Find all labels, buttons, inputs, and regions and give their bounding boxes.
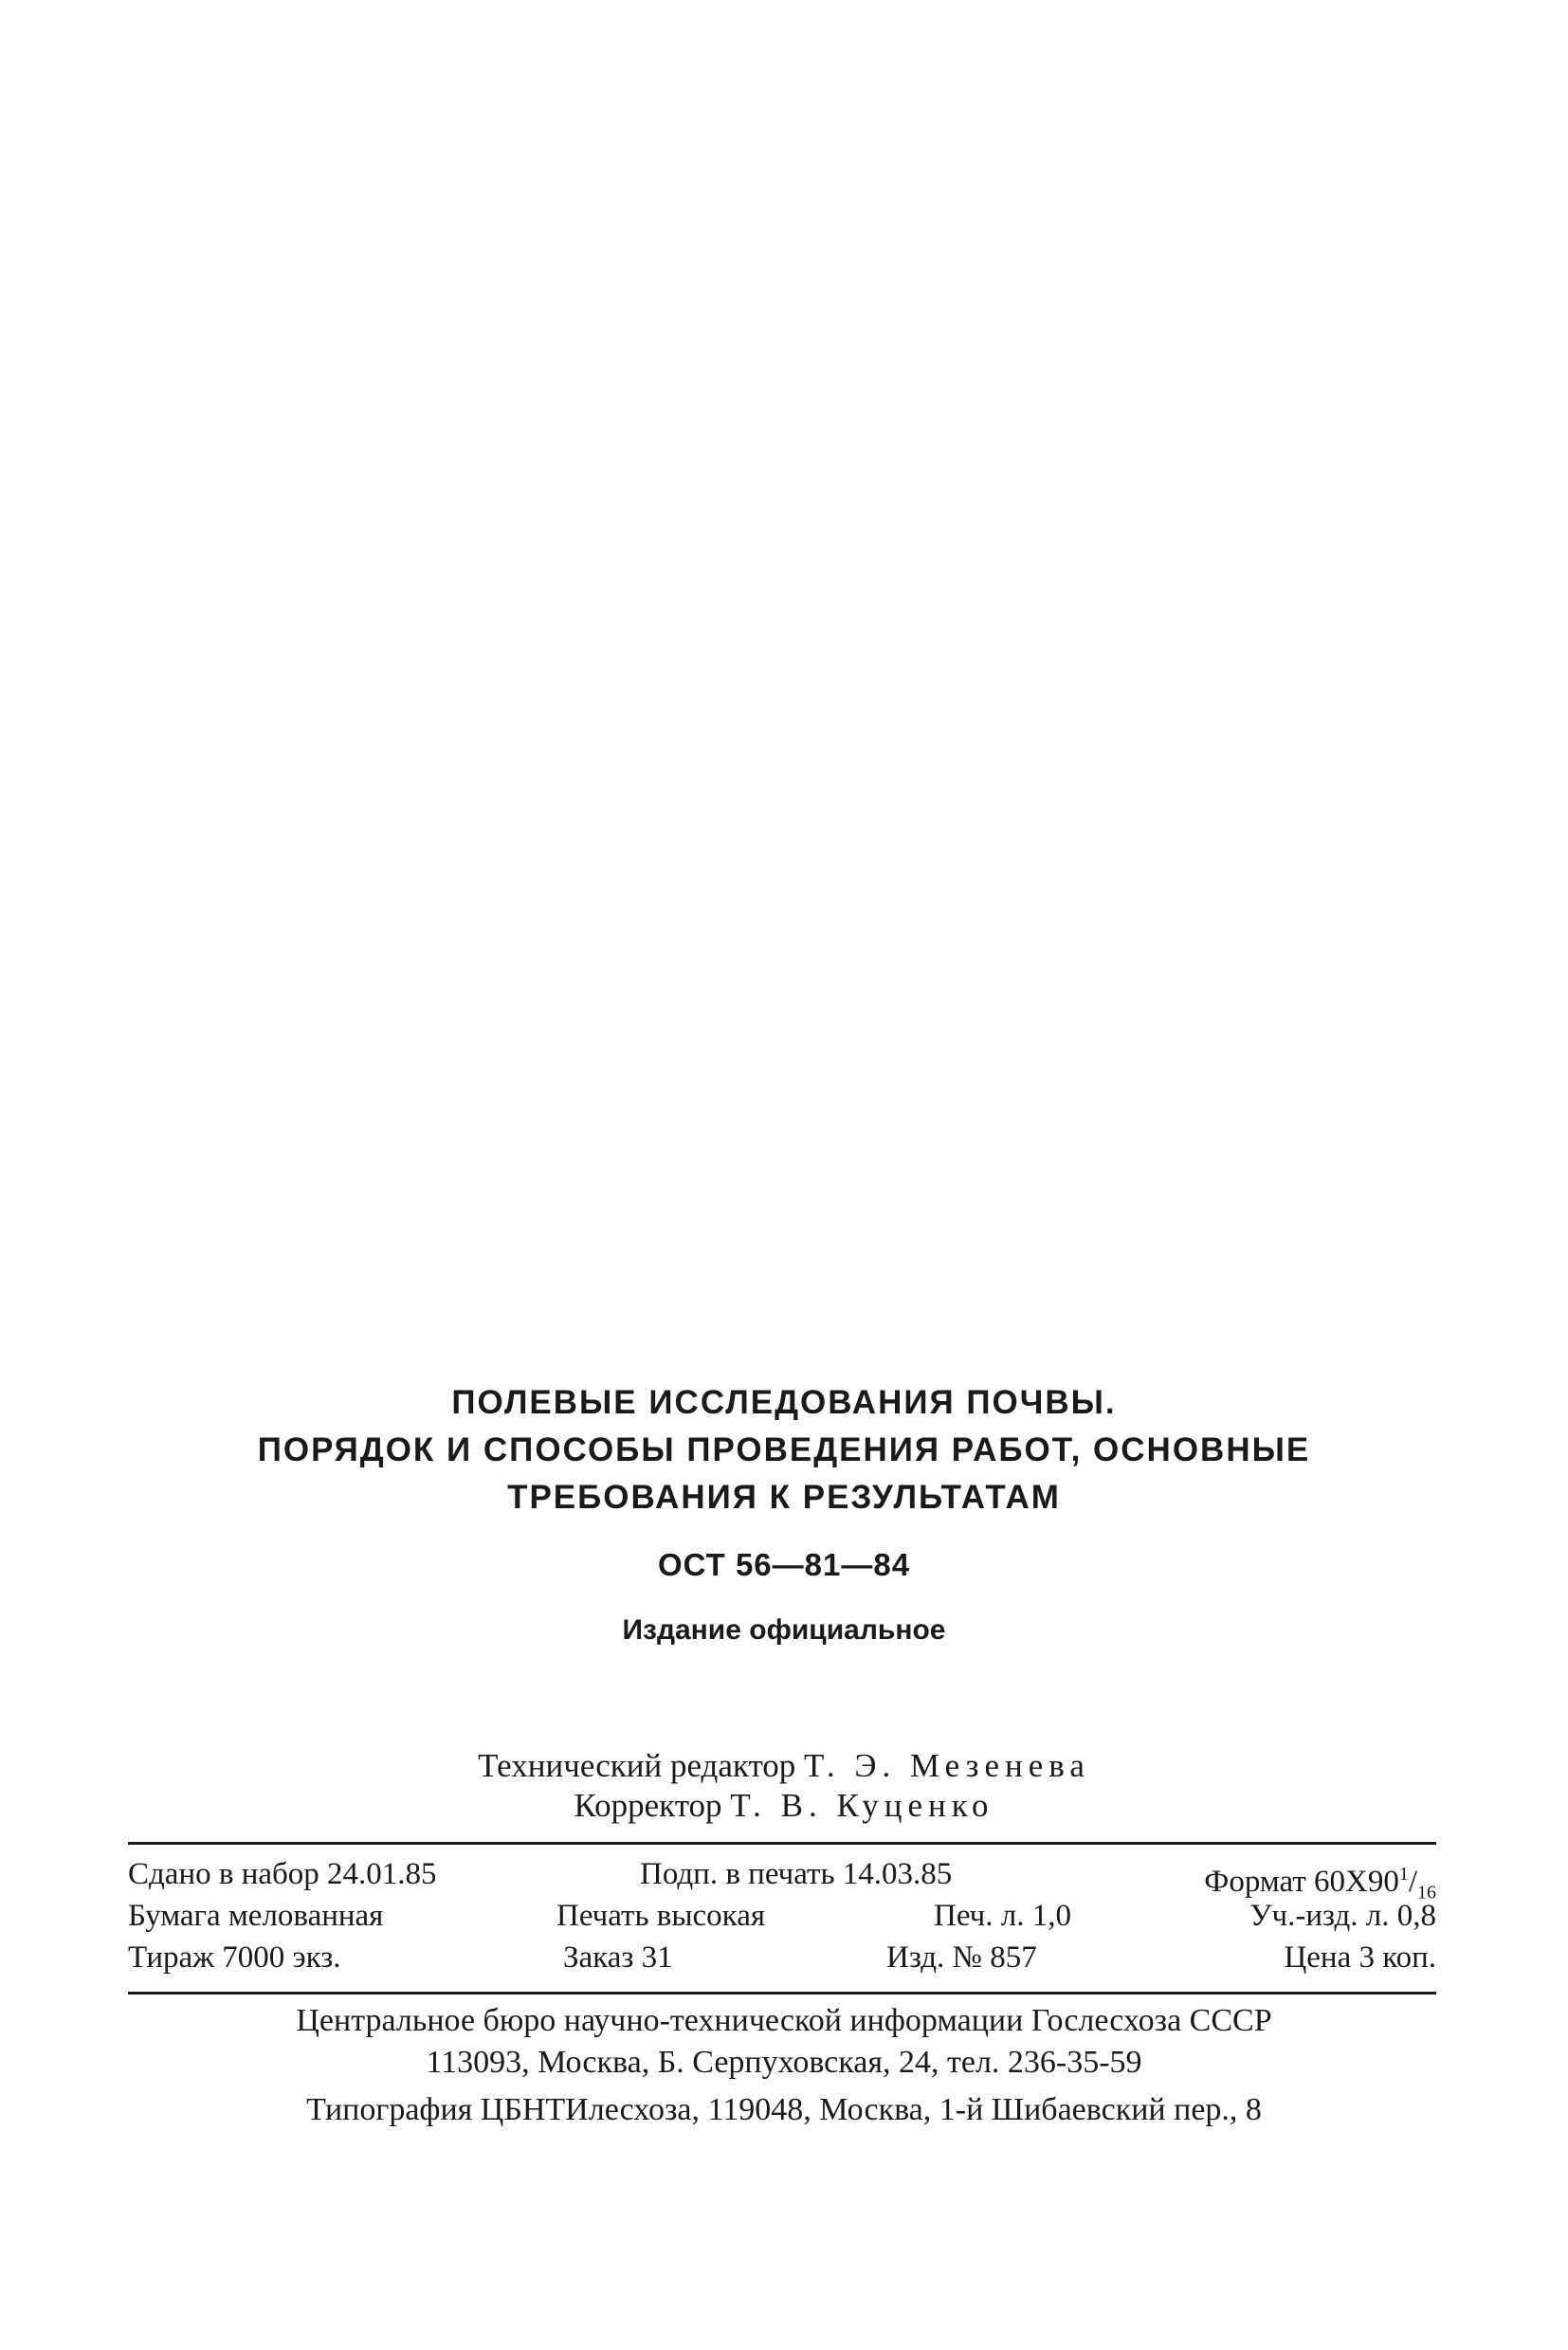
edition-number: Изд. № 857 bbox=[886, 1940, 1037, 1975]
tech-editor-role: Технический редактор bbox=[478, 1747, 796, 1784]
title-line-2: ПОРЯДОК И СПОСОБЫ ПРОВЕДЕНИЯ РАБОТ, ОСНОВНЫЕ bbox=[257, 1431, 1311, 1468]
corrector-line bbox=[0, 1786, 1568, 1826]
print-sheets: Печ. л. 1,0 bbox=[934, 1899, 1071, 1933]
imprint-row bbox=[128, 1895, 1436, 1937]
order-number: Заказ 31 bbox=[563, 1940, 673, 1975]
print-type: Печать высокая bbox=[556, 1899, 766, 1933]
corrector-name: Т. В. Куценко bbox=[730, 1787, 994, 1824]
title-line-3: ТРЕБОВАНИЯ К РЕЗУЛЬТАТАМ bbox=[507, 1479, 1061, 1516]
printing-house: Типография ЦБНТИлесхоза, 119048, Москва, 1-й Шибаевский пер., 8 bbox=[306, 2092, 1262, 2127]
print-run: Тираж 7000 экз. bbox=[128, 1940, 341, 1975]
publisher-name: Центральное бюро научно-технической информации Гослесхоза СССР bbox=[296, 2003, 1272, 2038]
tech-editor-name: Т. Э. Мезенева bbox=[804, 1747, 1090, 1784]
tech-editor-line bbox=[0, 1746, 1568, 1786]
imprint-table bbox=[128, 1853, 1436, 1978]
format: Формат $60X90^1/_{16}$ bbox=[1204, 1864, 1436, 1904]
bottom-divider bbox=[128, 1992, 1436, 1995]
paper-type: Бумага мелованная bbox=[128, 1899, 384, 1933]
standard-code: ОСТ 56—81—84 bbox=[657, 1547, 911, 1582]
top-divider bbox=[128, 1842, 1436, 1845]
signed-date: Подп. в печать 14.03.85 bbox=[640, 1857, 953, 1891]
credits bbox=[0, 1746, 1568, 1826]
imprint-row bbox=[128, 1937, 1436, 1978]
document-title bbox=[0, 1379, 1568, 1521]
title-line-1: ПОЛЕВЫЕ ИССЛЕДОВАНИЯ ПОЧВЫ. bbox=[451, 1384, 1117, 1421]
corrector-role: Корректор bbox=[574, 1787, 722, 1824]
typeset-date: Сдано в набор 24.01.85 bbox=[128, 1857, 437, 1891]
format-label: Формат 60X90 bbox=[1204, 1865, 1399, 1899]
publication-sheets: Уч.-изд. л. 0,8 bbox=[1249, 1899, 1436, 1933]
publisher-address: 113093, Москва, Б. Серпуховская, 24, тел. 236-35-59 bbox=[426, 2045, 1142, 2080]
format-numerator: 1 bbox=[1398, 1864, 1409, 1885]
publisher-info bbox=[0, 2000, 1568, 2131]
edition-label: Издание официальное bbox=[622, 1614, 946, 1646]
price: Цена 3 коп. bbox=[1284, 1940, 1436, 1975]
format-denominator: 16 bbox=[1417, 1882, 1436, 1904]
imprint-row bbox=[128, 1853, 1436, 1904]
